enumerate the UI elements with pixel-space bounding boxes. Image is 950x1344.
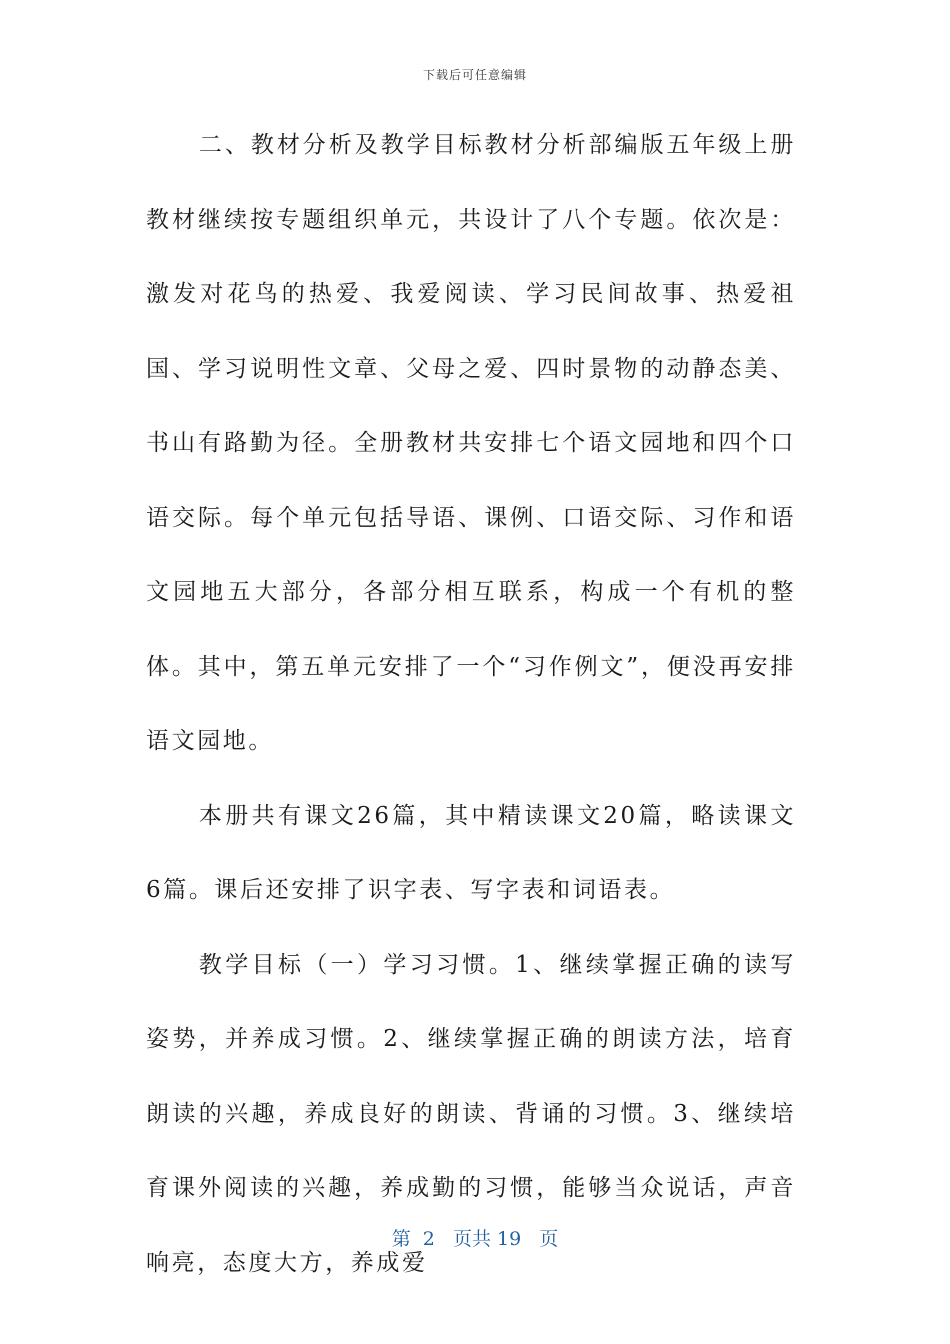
document-body — [146, 108, 796, 1300]
paragraph-teaching-goals: 教学目标（一）学习习惯。1、继续掌握正确的读写姿势，并养成习惯。2、继续掌握正确的朗读方法，培育朗读的兴趣，养成良好的朗读、背诵的习惯。3、继续培育课外阅读的兴趣，养成勤的习惯，能够当众说话，声音响亮，态度大方，养成爱 — [146, 951, 796, 1276]
page-number-footer: 第 2 页共 19 页 — [391, 1228, 559, 1250]
paragraph-textbook-analysis: 二、教材分析及教学目标教材分析部编版五年级上册教材继续按专题组织单元，共设计了八个专题。依次是：激发对花鸟的热爱、我爱阅读、学习民间故事、热爱祖国、学习说明性文章、父母之爱、四时景物的动静态美、书山有路勤为径。全册教材共安排七个语文园地和四个口语交际。每个单元包括导语、课例、口语交际、习作和语文园地五大部分，各部分相互联系，构成一个有机的整体。其中，第五单元安排了一个“习作例文”，便没再安排语文园地。 — [146, 132, 796, 754]
page-header-note: 下载后可任意编辑 — [422, 68, 527, 82]
paragraph-lesson-count: 本册共有课文26篇，其中精读课文20篇，略读课文6篇。课后还安排了识字表、写字表和词语表。 — [146, 802, 796, 903]
